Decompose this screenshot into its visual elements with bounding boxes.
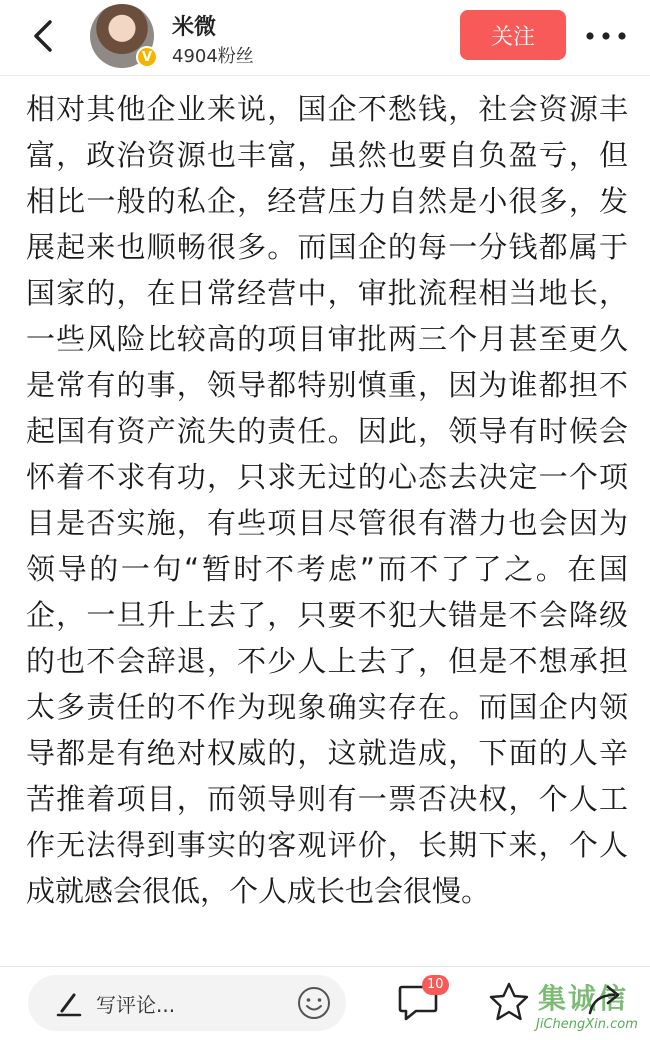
watermark-en: JiChengXin.com — [536, 1017, 638, 1032]
more-options-icon[interactable] — [584, 22, 628, 50]
star-icon[interactable] — [488, 981, 530, 1023]
comment-count-badge: 10 — [422, 975, 449, 995]
pencil-icon — [56, 989, 82, 1017]
article-body: 相对其他企业来说，国企不愁钱，社会资源丰富，政治资源也丰富，虽然也要自负盈亏，但相比一般的私企，经营压力自然是小很多，发展起来也顺畅很多。而国企的每一分钱都属于国家的，在日常经营中，审批流程相当地长，一些风险比较高的项目审批两三个月甚至更久是常有的事，领导都特别慎重，因为谁都担不起国有资产流失的责任。因此，领导有时候会怀着不求有功，只求无过的心态去决定一个项目是否实施，有些项目尽管很有潜力也会因为领导的一句“暂时不考虑”而不了了之。在国企，一旦升上去了，只要不犯大错是不会降级的也不会辞退，不少人上去了，但是不想承担太多责任的不作为现象确实存在。而国企内领导都是有绝对权威的，这就造成，下面的人辛苦推着项目，而领导则有一票否决权，个人工作无法得到事实的客观评价，长期下来，个人成就感会很低，个人成长也会很慢。 — [26, 92, 628, 908]
comment-placeholder: 写评论... — [96, 993, 176, 1017]
author-name[interactable]: 米微 — [172, 15, 217, 40]
verified-badge-icon: V — [136, 46, 158, 68]
top-bar — [0, 0, 650, 76]
watermark-cn: 集诚信 — [538, 982, 629, 1015]
follow-button[interactable]: 关注 — [460, 10, 566, 60]
share-arrow-icon[interactable] — [586, 983, 626, 1019]
comment-input[interactable] — [28, 975, 346, 1031]
avatar[interactable] — [90, 4, 154, 68]
bottom-action-bar — [0, 966, 650, 1040]
emoji-icon[interactable] — [296, 985, 332, 1021]
back-chevron-icon[interactable] — [22, 14, 66, 58]
fan-count: 4904粉丝 — [172, 46, 254, 67]
